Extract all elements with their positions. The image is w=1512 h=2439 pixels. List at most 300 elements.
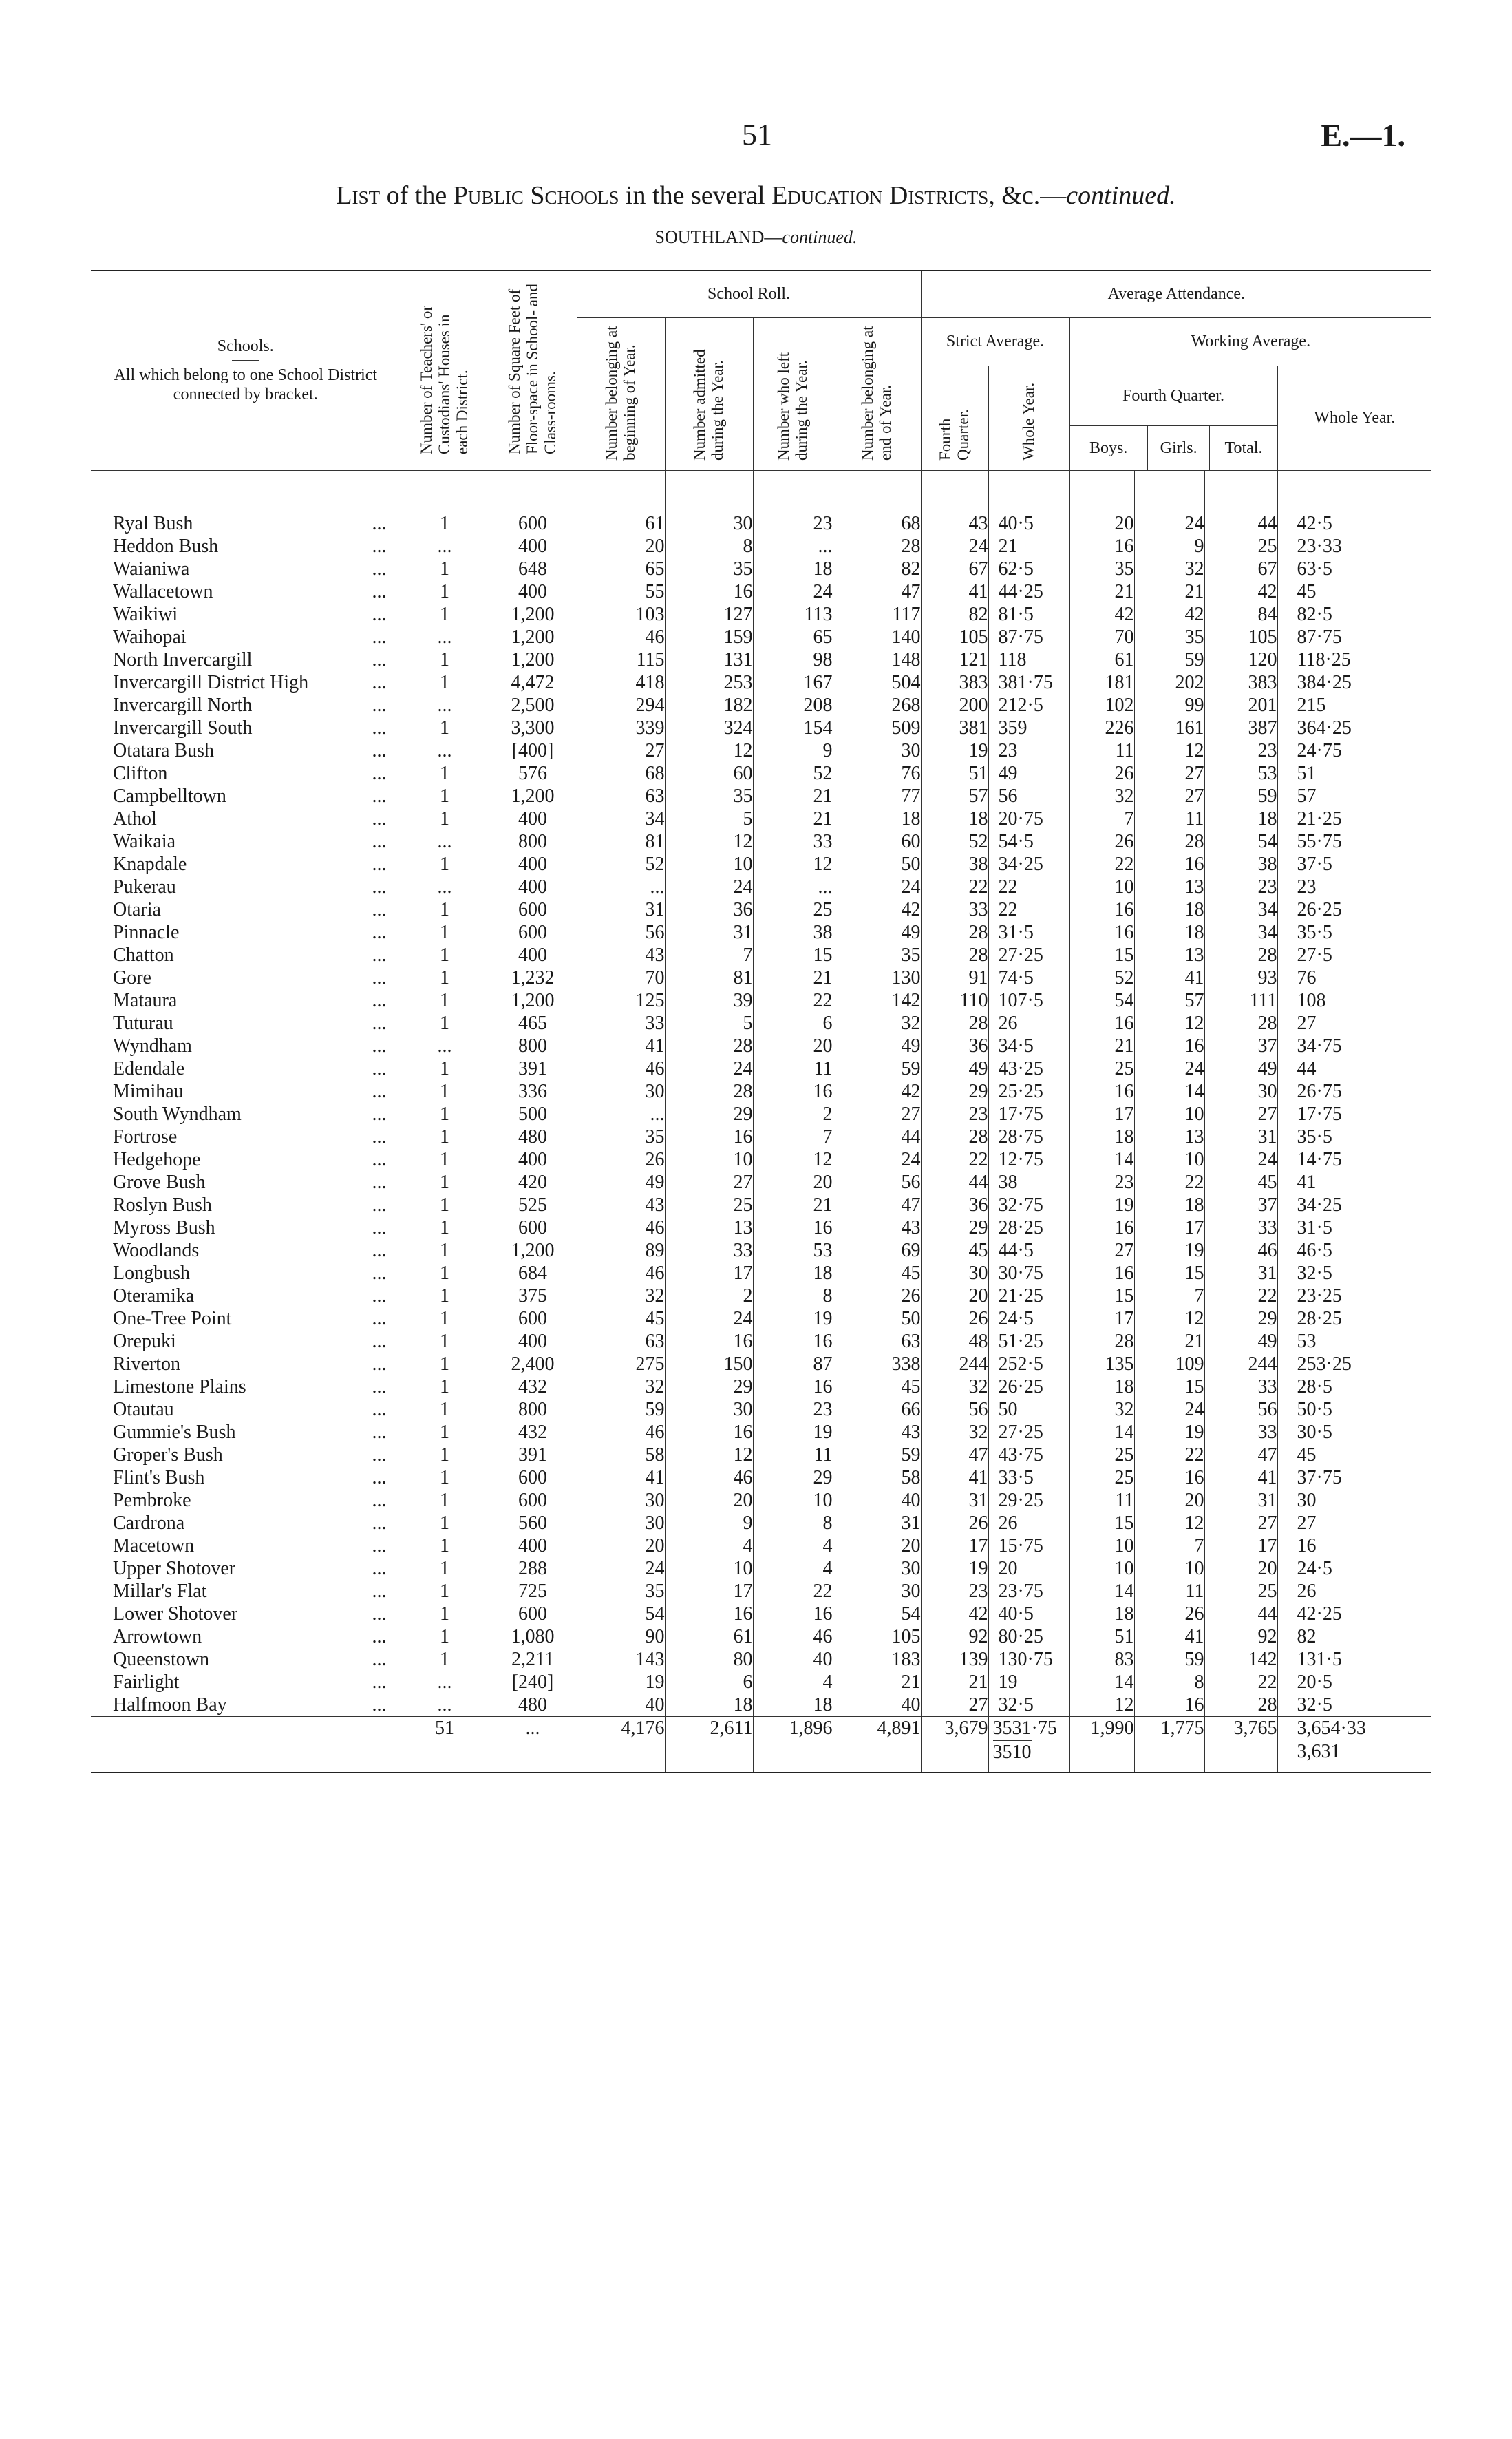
roll-end-cell: 49 bbox=[833, 921, 921, 944]
roll-admitted-cell: 36 bbox=[665, 898, 753, 921]
strict-fourth-quarter-cell: 38 bbox=[921, 853, 988, 876]
roll-admitted-cell: 28 bbox=[665, 1080, 753, 1103]
whole-year-cell: 32·5 bbox=[1277, 1693, 1431, 1717]
school-name-cell bbox=[91, 1603, 401, 1625]
teachers-cell: 1 bbox=[401, 717, 489, 739]
roll-begin-cell: 81 bbox=[577, 830, 665, 853]
boys-cell: 32 bbox=[1069, 785, 1134, 807]
floor-cell: 4,472 bbox=[489, 671, 577, 694]
strict-fourth-quarter-cell: 91 bbox=[921, 967, 988, 989]
strict-whole-year-cell: 107·5 bbox=[988, 989, 1069, 1012]
boys-cell: 7 bbox=[1069, 807, 1134, 830]
strict-fourth-quarter-cell: 52 bbox=[921, 830, 988, 853]
roll-end-cell: 44 bbox=[833, 1126, 921, 1148]
strict-fourth-quarter-cell: 31 bbox=[921, 1489, 988, 1512]
leader-dots: ... bbox=[372, 1512, 387, 1534]
floor-cell: 600 bbox=[489, 1489, 577, 1512]
girls-cell: 12 bbox=[1134, 1307, 1204, 1330]
column-header-roll-begin bbox=[577, 317, 665, 470]
girls-cell: 12 bbox=[1134, 739, 1204, 762]
roll-end-cell: 27 bbox=[833, 1103, 921, 1126]
school-name-cell bbox=[91, 694, 401, 717]
roll-admitted-cell: 20 bbox=[665, 1489, 753, 1512]
roll-left-cell: 33 bbox=[753, 830, 833, 853]
column-header-schools bbox=[91, 271, 401, 470]
boys-cell: 61 bbox=[1069, 648, 1134, 671]
school-name-cell bbox=[91, 1693, 401, 1717]
teachers-cell: 1 bbox=[401, 580, 489, 603]
school-name-cell bbox=[91, 1466, 401, 1489]
table-row bbox=[91, 1557, 1431, 1580]
girls-cell: 27 bbox=[1134, 762, 1204, 785]
leader-dots: ... bbox=[372, 1035, 387, 1057]
floor-cell: [240] bbox=[489, 1671, 577, 1693]
roll-left-cell: 20 bbox=[753, 1171, 833, 1194]
roll-end-cell: 47 bbox=[833, 580, 921, 603]
floor-cell: 400 bbox=[489, 1330, 577, 1353]
floor-cell: [400] bbox=[489, 739, 577, 762]
table-row bbox=[91, 1285, 1431, 1307]
leader-dots: ... bbox=[372, 1330, 387, 1352]
roll-left-cell: 38 bbox=[753, 921, 833, 944]
girls-cell: 16 bbox=[1134, 1466, 1204, 1489]
total-cell: 105 bbox=[1204, 626, 1277, 648]
roll-admitted-cell: 12 bbox=[665, 830, 753, 853]
strict-fourth-quarter-cell: 29 bbox=[921, 1080, 988, 1103]
school-name: Orepuki bbox=[113, 1330, 176, 1352]
leader-dots: ... bbox=[372, 898, 387, 920]
boys-cell: 12 bbox=[1069, 1693, 1134, 1717]
roll-left-cell: 4 bbox=[753, 1671, 833, 1693]
total-whole-year-value: 3,654·33 bbox=[1297, 1717, 1366, 1739]
strict-whole-year-cell: 44·5 bbox=[988, 1239, 1069, 1262]
school-name: Athol bbox=[113, 807, 157, 830]
total-cell: 92 bbox=[1204, 1625, 1277, 1648]
column-group-average-attendance: Average Attendance. bbox=[921, 271, 1431, 317]
roll-left-cell: 46 bbox=[753, 1625, 833, 1648]
strict-fourth-quarter-cell: 36 bbox=[921, 1194, 988, 1216]
teachers-cell: 1 bbox=[401, 1534, 489, 1557]
total-cell: 31 bbox=[1204, 1126, 1277, 1148]
girls-cell: 7 bbox=[1134, 1534, 1204, 1557]
roll-admitted-cell: 4 bbox=[665, 1534, 753, 1557]
leader-dots: ... bbox=[372, 1580, 387, 1602]
roll-end-cell: 45 bbox=[833, 1375, 921, 1398]
roll-admitted-cell: 324 bbox=[665, 717, 753, 739]
table-row bbox=[91, 1035, 1431, 1057]
table-row bbox=[91, 1489, 1431, 1512]
girls-cell: 22 bbox=[1134, 1444, 1204, 1466]
school-name: Queenstown bbox=[113, 1648, 209, 1670]
table-row bbox=[91, 694, 1431, 717]
roll-left-cell: 16 bbox=[753, 1216, 833, 1239]
leader-dots: ... bbox=[372, 558, 387, 580]
boys-cell: 10 bbox=[1069, 876, 1134, 898]
roll-admitted-cell: 24 bbox=[665, 1307, 753, 1330]
school-name: Waianiwa bbox=[113, 558, 190, 580]
strict-whole-year-cell: 26 bbox=[988, 1012, 1069, 1035]
roll-end-cell: 50 bbox=[833, 853, 921, 876]
roll-left-cell: 208 bbox=[753, 694, 833, 717]
girls-cell: 24 bbox=[1134, 1398, 1204, 1421]
total-cell: 33 bbox=[1204, 1421, 1277, 1444]
boys-cell: 18 bbox=[1069, 1375, 1134, 1398]
roll-left-cell: 87 bbox=[753, 1353, 833, 1375]
floor-cell: 500 bbox=[489, 1103, 577, 1126]
table-row bbox=[91, 853, 1431, 876]
total-cell: 387 bbox=[1204, 717, 1277, 739]
roll-begin-cell: 32 bbox=[577, 1375, 665, 1398]
table-row bbox=[91, 717, 1431, 739]
roll-begin-cell: 46 bbox=[577, 1216, 665, 1239]
roll-admitted-cell: 81 bbox=[665, 967, 753, 989]
table-row bbox=[91, 1648, 1431, 1671]
boys-cell: 19 bbox=[1069, 1194, 1134, 1216]
table-cell bbox=[1204, 470, 1277, 512]
floor-cell: 432 bbox=[489, 1375, 577, 1398]
girls-cell: 10 bbox=[1134, 1148, 1204, 1171]
whole-year-cell: 30·5 bbox=[1277, 1421, 1431, 1444]
total-cell: 37 bbox=[1204, 1194, 1277, 1216]
girls-cell: 18 bbox=[1134, 898, 1204, 921]
school-name: Heddon Bush bbox=[113, 535, 219, 557]
school-name-cell bbox=[91, 671, 401, 694]
teachers-cell: 1 bbox=[401, 1307, 489, 1330]
roll-end-cell: 30 bbox=[833, 1557, 921, 1580]
teachers-cell: ... bbox=[401, 1671, 489, 1693]
strict-whole-year-cell: 21 bbox=[988, 535, 1069, 558]
boys-cell: 15 bbox=[1069, 1512, 1134, 1534]
roll-admitted-cell: 16 bbox=[665, 1421, 753, 1444]
roll-admitted-cell: 10 bbox=[665, 1148, 753, 1171]
whole-year-cell: 28·5 bbox=[1277, 1375, 1431, 1398]
boys-cell: 32 bbox=[1069, 1398, 1134, 1421]
leader-dots: ... bbox=[372, 626, 387, 648]
leader-dots: ... bbox=[372, 1353, 387, 1375]
school-name-cell bbox=[91, 1194, 401, 1216]
girls-cell: 22 bbox=[1134, 1171, 1204, 1194]
strict-fourth-quarter-cell: 121 bbox=[921, 648, 988, 671]
whole-year-cell: 42·25 bbox=[1277, 1603, 1431, 1625]
title-word-list: List bbox=[336, 181, 381, 210]
roll-left-cell: 9 bbox=[753, 739, 833, 762]
roll-left-cell: 4 bbox=[753, 1557, 833, 1580]
school-name-cell bbox=[91, 853, 401, 876]
girls-cell: 11 bbox=[1134, 807, 1204, 830]
teachers-cell: 1 bbox=[401, 989, 489, 1012]
total-cell: 49 bbox=[1204, 1330, 1277, 1353]
total-teachers: 51 bbox=[401, 1716, 489, 1773]
table-row bbox=[91, 558, 1431, 580]
school-name-cell bbox=[91, 535, 401, 558]
total-cell: 22 bbox=[1204, 1285, 1277, 1307]
school-name: Pinnacle bbox=[113, 921, 180, 943]
total-total: 3,765 bbox=[1204, 1716, 1277, 1773]
floor-cell: 684 bbox=[489, 1262, 577, 1285]
total-cell: 31 bbox=[1204, 1262, 1277, 1285]
total-cell: 37 bbox=[1204, 1035, 1277, 1057]
column-group-working-average: Working Average. bbox=[1069, 317, 1431, 366]
school-name-cell bbox=[91, 512, 401, 535]
boys-cell: 17 bbox=[1069, 1103, 1134, 1126]
school-name-cell bbox=[91, 1398, 401, 1421]
leader-dots: ... bbox=[372, 853, 387, 875]
whole-year-cell: 87·75 bbox=[1277, 626, 1431, 648]
leader-dots: ... bbox=[372, 1648, 387, 1670]
strict-fourth-quarter-cell: 24 bbox=[921, 535, 988, 558]
girls-cell: 41 bbox=[1134, 1625, 1204, 1648]
leader-dots: ... bbox=[372, 1012, 387, 1034]
leader-dots: ... bbox=[372, 989, 387, 1011]
subtitle-continued: continued. bbox=[782, 227, 858, 247]
total-cell: 33 bbox=[1204, 1216, 1277, 1239]
roll-left-cell: 21 bbox=[753, 807, 833, 830]
strict-whole-year-cell: 22 bbox=[988, 898, 1069, 921]
school-name-cell bbox=[91, 989, 401, 1012]
column-group-school-roll: School Roll. bbox=[577, 271, 921, 317]
roll-end-cell: 142 bbox=[833, 989, 921, 1012]
total-cell: 244 bbox=[1204, 1353, 1277, 1375]
roll-admitted-cell: 12 bbox=[665, 739, 753, 762]
title-space bbox=[524, 181, 531, 210]
leader-dots: ... bbox=[372, 921, 387, 943]
roll-begin-cell: 24 bbox=[577, 1557, 665, 1580]
girls-cell: 24 bbox=[1134, 1057, 1204, 1080]
whole-year-cell: 44 bbox=[1277, 1057, 1431, 1080]
total-cell: 25 bbox=[1204, 1580, 1277, 1603]
roll-left-cell: 21 bbox=[753, 785, 833, 807]
whole-year-cell: 23·25 bbox=[1277, 1285, 1431, 1307]
school-name: Invercargill North bbox=[113, 694, 253, 716]
title-text: in the several bbox=[619, 181, 772, 210]
teachers-cell: 1 bbox=[401, 1375, 489, 1398]
roll-end-cell: 117 bbox=[833, 603, 921, 626]
table-row bbox=[91, 1421, 1431, 1444]
total-cell: 30 bbox=[1204, 1080, 1277, 1103]
leader-dots: ... bbox=[372, 694, 387, 716]
table-row bbox=[91, 1262, 1431, 1285]
girls-cell: 24 bbox=[1134, 512, 1204, 535]
strict-fourth-quarter-cell: 26 bbox=[921, 1307, 988, 1330]
strict-fourth-quarter-cell: 23 bbox=[921, 1580, 988, 1603]
roll-end-cell: 509 bbox=[833, 717, 921, 739]
boys-cell: 16 bbox=[1069, 1080, 1134, 1103]
roll-end-cell: 183 bbox=[833, 1648, 921, 1671]
school-name: Otatara Bush bbox=[113, 739, 214, 761]
boys-cell: 181 bbox=[1069, 671, 1134, 694]
teachers-cell: 1 bbox=[401, 1353, 489, 1375]
roll-admitted-cell: 253 bbox=[665, 671, 753, 694]
strict-whole-year-cell: 20 bbox=[988, 1557, 1069, 1580]
school-name: Edendale bbox=[113, 1057, 185, 1079]
boys-cell: 10 bbox=[1069, 1534, 1134, 1557]
strict-fourth-quarter-cell: 48 bbox=[921, 1330, 988, 1353]
floor-space-label: Number of Square Feet of Floor-space in School- and Class-rooms. bbox=[506, 283, 559, 454]
strict-whole-year-cell: 29·25 bbox=[988, 1489, 1069, 1512]
school-name-cell bbox=[91, 830, 401, 853]
boys-cell: 16 bbox=[1069, 535, 1134, 558]
strict-whole-year-cell: 20·75 bbox=[988, 807, 1069, 830]
school-name-cell bbox=[91, 1444, 401, 1466]
roll-end-cell: 130 bbox=[833, 967, 921, 989]
school-name: Otautau bbox=[113, 1398, 174, 1420]
school-name-cell bbox=[91, 1057, 401, 1080]
leader-dots: ... bbox=[372, 1534, 387, 1556]
total-cell: 38 bbox=[1204, 853, 1277, 876]
table-row bbox=[91, 1580, 1431, 1603]
strict-whole-year-cell: 118 bbox=[988, 648, 1069, 671]
roll-admitted-cell: 16 bbox=[665, 580, 753, 603]
girls-cell: 99 bbox=[1134, 694, 1204, 717]
strict-whole-year-cell: 81·5 bbox=[988, 603, 1069, 626]
roll-end-cell: 49 bbox=[833, 1035, 921, 1057]
boys-cell: 51 bbox=[1069, 1625, 1134, 1648]
total-cell: 111 bbox=[1204, 989, 1277, 1012]
whole-year-cell: 34·75 bbox=[1277, 1035, 1431, 1057]
strict-whole-year-cell: 33·5 bbox=[988, 1466, 1069, 1489]
strict-fourth-quarter-cell: 36 bbox=[921, 1035, 988, 1057]
table-row bbox=[91, 1194, 1431, 1216]
teachers-cell: 1 bbox=[401, 1148, 489, 1171]
leader-dots: ... bbox=[372, 1693, 387, 1715]
roll-begin-cell: 58 bbox=[577, 1444, 665, 1466]
total-cell: 17 bbox=[1204, 1534, 1277, 1557]
leader-dots: ... bbox=[372, 1126, 387, 1148]
school-name-cell bbox=[91, 1421, 401, 1444]
leader-dots: ... bbox=[372, 648, 387, 671]
roll-end-cell: 63 bbox=[833, 1330, 921, 1353]
table-cell bbox=[833, 470, 921, 512]
school-name-cell bbox=[91, 898, 401, 921]
school-name-cell bbox=[91, 1489, 401, 1512]
boys-cell: 11 bbox=[1069, 1489, 1134, 1512]
table-row bbox=[91, 944, 1431, 967]
roll-begin-cell: 45 bbox=[577, 1307, 665, 1330]
strict-whole-year-cell: 23·75 bbox=[988, 1580, 1069, 1603]
girls-cell: 59 bbox=[1134, 1648, 1204, 1671]
leader-dots: ... bbox=[372, 967, 387, 989]
whole-year-cell: 27 bbox=[1277, 1012, 1431, 1035]
roll-end-cell: 268 bbox=[833, 694, 921, 717]
school-name-cell bbox=[91, 1103, 401, 1126]
roll-left-cell: 2 bbox=[753, 1103, 833, 1126]
school-name-cell bbox=[91, 1216, 401, 1239]
roll-admitted-cell: 24 bbox=[665, 876, 753, 898]
roll-end-label: Number belonging at end of Year. bbox=[859, 326, 894, 461]
column-header-teachers bbox=[401, 271, 489, 470]
table-row bbox=[91, 989, 1431, 1012]
table-cell bbox=[577, 470, 665, 512]
table-row bbox=[91, 1126, 1431, 1148]
strict-whole-year-cell: 28·75 bbox=[988, 1126, 1069, 1148]
table-row bbox=[91, 1693, 1431, 1717]
roll-left-cell: 16 bbox=[753, 1375, 833, 1398]
table-row bbox=[91, 921, 1431, 944]
teachers-cell: 1 bbox=[401, 1239, 489, 1262]
total-cell: 44 bbox=[1204, 512, 1277, 535]
school-name-cell bbox=[91, 558, 401, 580]
whole-year-cell: 14·75 bbox=[1277, 1148, 1431, 1171]
table-body bbox=[91, 470, 1431, 1716]
whole-year-cell: 35·5 bbox=[1277, 921, 1431, 944]
girls-cell: 27 bbox=[1134, 785, 1204, 807]
strict-whole-year-cell: 32·75 bbox=[988, 1194, 1069, 1216]
table-row bbox=[91, 1080, 1431, 1103]
leader-dots: ... bbox=[372, 807, 387, 830]
whole-year-cell: 82·5 bbox=[1277, 603, 1431, 626]
teachers-cell: 1 bbox=[401, 1262, 489, 1285]
girls-cell: 18 bbox=[1134, 1194, 1204, 1216]
boys-cell: 18 bbox=[1069, 1603, 1134, 1625]
roll-admitted-cell: 10 bbox=[665, 1557, 753, 1580]
teachers-cell: 1 bbox=[401, 512, 489, 535]
teachers-cell: 1 bbox=[401, 1194, 489, 1216]
column-header-roll-end bbox=[833, 317, 921, 470]
teachers-cell: ... bbox=[401, 626, 489, 648]
leader-dots: ... bbox=[372, 1444, 387, 1466]
roll-admitted-cell: 127 bbox=[665, 603, 753, 626]
roll-begin-cell: 33 bbox=[577, 1012, 665, 1035]
roll-begin-cell: 52 bbox=[577, 853, 665, 876]
strict-fourth-quarter-cell: 51 bbox=[921, 762, 988, 785]
table-row bbox=[91, 1534, 1431, 1557]
leader-dots: ... bbox=[372, 671, 387, 693]
strict-fourth-quarter-cell: 32 bbox=[921, 1421, 988, 1444]
boys-cell: 42 bbox=[1069, 603, 1134, 626]
table-cell bbox=[1134, 470, 1204, 512]
school-name-cell bbox=[91, 967, 401, 989]
roll-begin-cell: 46 bbox=[577, 1421, 665, 1444]
roll-admitted-cell: 150 bbox=[665, 1353, 753, 1375]
roll-begin-cell: 31 bbox=[577, 898, 665, 921]
boys-cell: 54 bbox=[1069, 989, 1134, 1012]
strict-fourth-quarter-cell: 20 bbox=[921, 1285, 988, 1307]
teachers-cell: 1 bbox=[401, 762, 489, 785]
school-name: Upper Shotover bbox=[113, 1557, 236, 1579]
school-name: Woodlands bbox=[113, 1239, 200, 1261]
roll-admitted-cell: 8 bbox=[665, 535, 753, 558]
strict-whole-year-cell: 17·75 bbox=[988, 1103, 1069, 1126]
total-admitted: 2,611 bbox=[665, 1716, 753, 1773]
whole-year-cell: 27·5 bbox=[1277, 944, 1431, 967]
strict-whole-year-cell: 62·5 bbox=[988, 558, 1069, 580]
roll-end-cell: 148 bbox=[833, 648, 921, 671]
roll-admitted-cell: 12 bbox=[665, 1444, 753, 1466]
roll-begin-cell: 41 bbox=[577, 1466, 665, 1489]
teachers-cell: ... bbox=[401, 739, 489, 762]
column-header-whole-year: Whole Year. bbox=[1277, 366, 1431, 470]
boys-cell: 23 bbox=[1069, 1171, 1134, 1194]
boys-cell: 70 bbox=[1069, 626, 1134, 648]
roll-admitted-cell: 31 bbox=[665, 921, 753, 944]
boys-cell: 28 bbox=[1069, 1330, 1134, 1353]
strict-fourth-quarter-cell: 82 bbox=[921, 603, 988, 626]
table-row bbox=[91, 626, 1431, 648]
girls-cell: 20 bbox=[1134, 1489, 1204, 1512]
strict-fourth-quarter-cell: 43 bbox=[921, 512, 988, 535]
roll-left-cell: ... bbox=[753, 535, 833, 558]
roll-admitted-cell: 9 bbox=[665, 1512, 753, 1534]
column-group-fourth-quarter bbox=[1069, 366, 1277, 470]
school-name-cell bbox=[91, 762, 401, 785]
teachers-cell: 1 bbox=[401, 1625, 489, 1648]
whole-year-cell: 24·75 bbox=[1277, 739, 1431, 762]
roll-admitted-cell: 5 bbox=[665, 807, 753, 830]
roll-end-cell: 45 bbox=[833, 1262, 921, 1285]
boys-cell: 26 bbox=[1069, 762, 1134, 785]
roll-begin-cell: 59 bbox=[577, 1398, 665, 1421]
girls-cell: 19 bbox=[1134, 1239, 1204, 1262]
